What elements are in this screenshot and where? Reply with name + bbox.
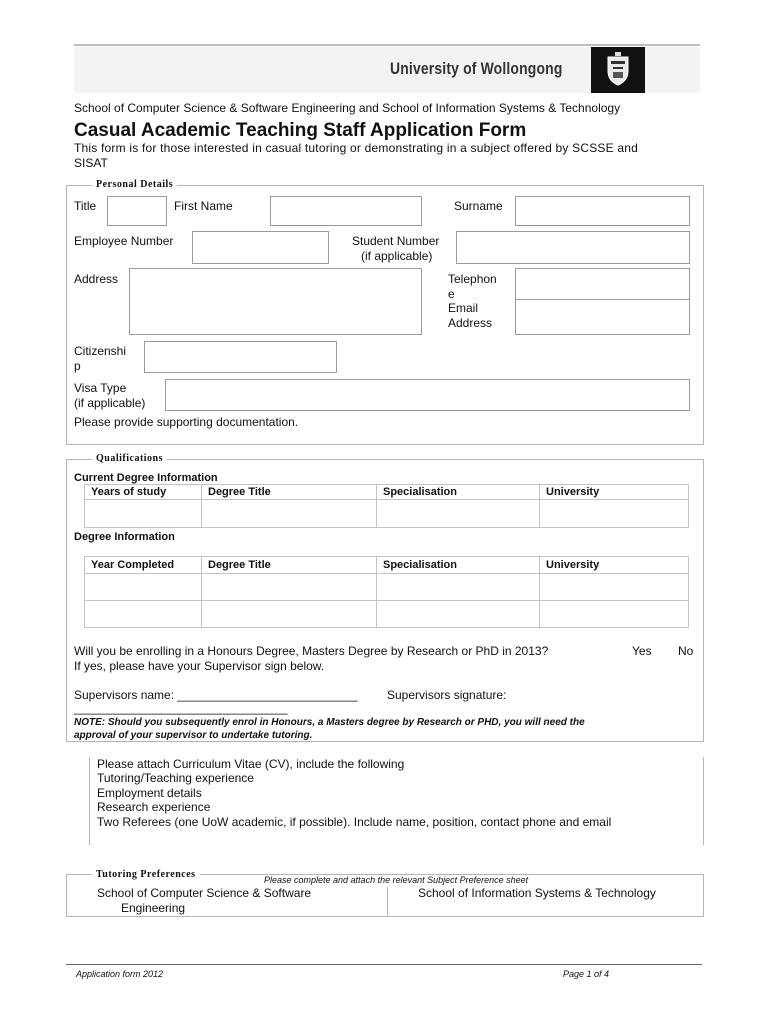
header-rule [74,44,700,46]
surname-field[interactable] [515,196,690,226]
address-field[interactable] [129,268,422,335]
student-number-label: Student Number [352,234,440,248]
qualifications-legend: Qualifications [92,453,167,464]
degree-cell-year-1[interactable] [85,574,202,601]
current-cell-degree[interactable] [202,500,377,528]
school-line: School of Computer Science & Software Engineering and School of Information Systems & Technology [74,101,621,115]
footer-page-number: Page 1 of 4 [563,969,610,979]
degree-info-table [84,556,689,628]
student-number-note: (if applicable) [361,249,433,263]
degree-col-specialisation: Specialisation [377,557,540,574]
tutoring-divider [387,887,388,917]
citizenship-label-1: Citizenshi [74,344,127,358]
visa-type-label: Visa Type [74,381,127,395]
telephone-label-2: e [448,287,455,301]
note-line-1: NOTE: Should you subsequently enrol in Honours, a Masters degree by Research or PHD, you will need the [74,717,585,728]
supervisor-name-field[interactable]: Supervisors name: ___________________________ [74,688,358,702]
visa-type-field[interactable] [165,379,690,411]
surname-label: Surname [454,199,503,213]
degree-cell-year-2[interactable] [85,601,202,628]
degree-col-year: Year Completed [85,557,202,574]
degree-cell-title-1[interactable] [202,574,377,601]
cv-line-1: Please attach Curriculum Vitae (CV), include the following [97,757,405,771]
sisat-option[interactable]: School of Information Systems & Technology [418,886,656,900]
degree-cell-university-1[interactable] [540,574,689,601]
cv-line-3: Employment details [97,786,202,800]
university-name: University of Wollongong [390,59,563,78]
email-field[interactable] [515,299,690,335]
supervisor-signature-line[interactable]: ________________________________ [74,701,288,715]
student-number-field[interactable] [456,231,690,264]
email-label-2: Address [448,316,493,330]
current-col-years: Years of study [85,485,202,500]
note-line-2: approval of your supervisor to undertake tutoring. [74,730,313,741]
current-col-degree: Degree Title [202,485,377,500]
current-degree-table [84,484,689,528]
supporting-doc-text: Please provide supporting documentation. [74,415,299,429]
degree-info-heading: Degree Information [74,531,175,543]
telephone-field[interactable] [515,268,690,300]
tutoring-note: Please complete and attach the relevant Subject Preference sheet [264,875,529,885]
university-crest-icon [591,47,645,93]
citizenship-field[interactable] [144,341,337,373]
current-col-university: University [540,485,689,500]
visa-type-note: (if applicable) [74,396,146,410]
scsse-option-line-2[interactable]: Engineering [121,901,186,915]
degree-cell-title-2[interactable] [202,601,377,628]
current-cell-years[interactable] [85,500,202,528]
current-cell-university[interactable] [540,500,689,528]
degree-col-title: Degree Title [202,557,377,574]
employee-number-field[interactable] [192,231,329,264]
first-name-label: First Name [174,199,233,213]
current-cell-specialisation[interactable] [377,500,540,528]
scsse-option-line-1[interactable]: School of Computer Science & Software [97,886,312,900]
citizenship-label-2: p [74,359,81,373]
enrol-yes-option[interactable]: Yes [632,644,652,658]
degree-col-university: University [540,557,689,574]
title-field[interactable] [107,196,167,226]
employee-number-label: Employee Number [74,234,174,248]
address-label: Address [74,272,119,286]
telephone-label-1: Telephon [448,272,497,286]
cv-line-4: Research experience [97,800,211,814]
supervisor-sign-text: If yes, please have your Supervisor sign below. [74,659,325,673]
degree-cell-university-2[interactable] [540,601,689,628]
current-col-specialisation: Specialisation [377,485,540,500]
supervisor-signature-label: Supervisors signature: [387,688,507,702]
footer-rule [66,964,702,965]
enrol-question: Will you be enrolling in a Honours Degree, Masters Degree by Research or PhD in 2013? [74,644,549,658]
email-label-1: Email [448,301,479,315]
page-title: Casual Academic Teaching Staff Application Form [74,120,527,141]
first-name-field[interactable] [270,196,422,226]
cv-line-5: Two Referees (one UoW academic, if possible). Include name, position, contact phone and email [97,815,612,829]
current-degree-heading: Current Degree Information [74,472,218,484]
footer-left: Application form 2012 [76,969,164,979]
intro-line-1: This form is for those interested in casual tutoring or demonstrating in a subject offered by SCSSE and [74,141,638,155]
tutoring-legend: Tutoring Preferences [92,869,200,880]
title-label: Title [74,199,97,213]
degree-cell-specialisation-2[interactable] [377,601,540,628]
degree-cell-specialisation-1[interactable] [377,574,540,601]
enrol-no-option[interactable]: No [678,644,694,658]
intro-line-2: SISAT [74,156,108,170]
cv-line-2: Tutoring/Teaching experience [97,771,254,785]
personal-details-legend: Personal Details [92,179,177,190]
